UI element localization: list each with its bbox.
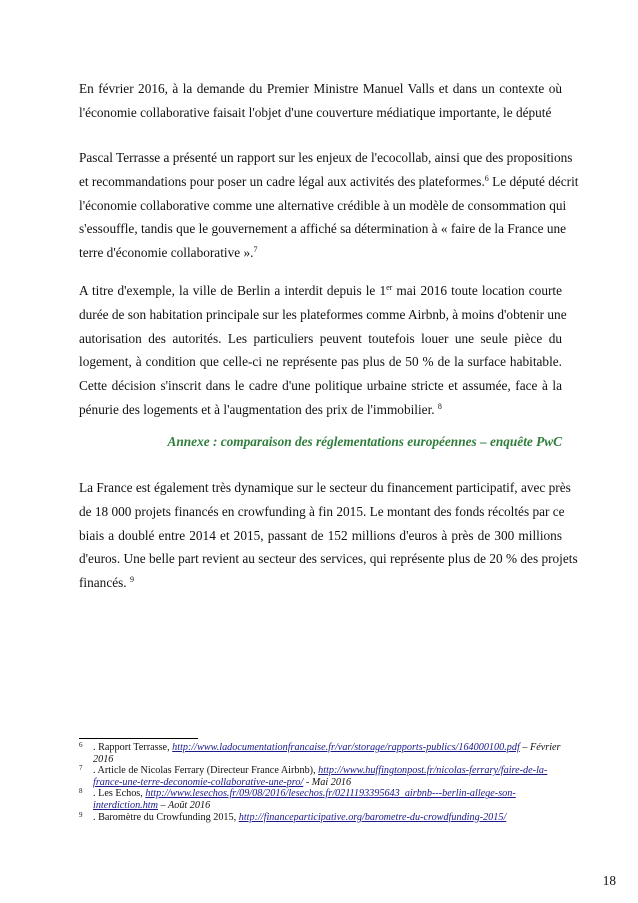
paragraph-line: Pascal Terrasse a présenté un rapport sur les enjeux de l'ecocollab, ainsi que des propositions	[79, 150, 573, 165]
footnote-link[interactable]: http://www.ladocumentationfrancaise.fr/var/storage/rapports-publics/164000100.pdf	[172, 742, 520, 753]
text-span: mai 2016 toute location courte	[392, 283, 562, 298]
paragraph-line: biais a doublé entre 2014 et 2015, passant de 152 millions d'euros à près de 300 millions	[79, 527, 562, 543]
footnote-suffix: – Février 2016	[93, 742, 561, 765]
footnote-prefix: . Rapport Terrasse,	[93, 742, 173, 753]
footnote-number: 9	[79, 810, 83, 819]
paragraph-line	[79, 170, 579, 194]
footnote-suffix: – Août 2016	[158, 799, 211, 811]
paragraph-line	[79, 571, 562, 595]
footnote-link[interactable]: http://www.huffingtonpost.fr/nicolas-ferrary/faire-de-la-france-une-terre-deconomie-collaborative-une-pro/	[93, 765, 548, 788]
paragraph-line: Cette décision s'inscrit dans le cadre d'une politique urbaine stricte et assumée, face à la	[79, 378, 562, 394]
text-span: pénurie des logements et à l'augmentation des prix de l'immobilier.	[79, 401, 438, 417]
footnote-separator	[79, 738, 198, 739]
paragraph-line: de 18 000 projets financés en crowfunding à fin 2015. Le montant des fonds récoltés par ce	[79, 503, 565, 519]
paragraph-line: durée de son habitation principale sur les plateformes comme Airbnb, à moins d'obtenir une	[79, 306, 567, 322]
footnote-ref-9[interactable]: 9	[129, 575, 134, 585]
footnote-ref-6[interactable]: 6	[484, 173, 489, 183]
text-span: financés.	[79, 575, 130, 591]
text-span: Le député décrit	[488, 173, 579, 189]
footnote-8	[79, 788, 562, 811]
text-span: et recommandations pour poser un cadre légal aux activités des plateformes.	[79, 173, 485, 189]
ordinal-superscript: er	[386, 283, 393, 292]
paragraph-line: logement, à condition que celle-ci ne représente pas plus de 50 % de la surface habitable.	[79, 354, 562, 370]
footnote-7	[79, 765, 562, 788]
footnote-number: 7	[79, 764, 83, 773]
footnote-prefix: . Article de Nicolas Ferrary (Directeur France Airbnb),	[93, 765, 319, 777]
annex-caption: Annexe : comparaison des réglementations européennes – enquête PwC	[167, 434, 562, 449]
paragraph-line: s'essouffle, tandis que le gouvernement a affiché sa détermination à « faire de la France une	[79, 221, 567, 237]
paragraph-line: l'économie collaborative faisait l'objet d'une couverture médiatique importante, le député	[79, 104, 552, 120]
paragraph-line: La France est également très dynamique sur le secteur du financement participatif, avec près	[79, 480, 571, 495]
paragraph-line: En février 2016, à la demande du Premier Ministre Manuel Valls et dans un contexte où	[79, 81, 562, 96]
paragraph-line: autorisation des autorités. Les particuliers peuvent toutefois louer une seule pièce du	[79, 330, 562, 346]
footnotes	[79, 742, 562, 823]
footnote-prefix: . Baromètre du Crowfunding 2015,	[93, 811, 239, 823]
footnote-number: 6	[79, 741, 83, 749]
paragraph-line	[79, 241, 562, 265]
footnote-link[interactable]: http://financeparticipative.org/barometre-du-crowdfunding-2015/	[238, 811, 507, 823]
paragraph-2	[79, 146, 579, 265]
paragraph-4	[79, 476, 578, 595]
footnote-prefix: . Les Echos,	[93, 788, 146, 800]
paragraph-line: d'euros. Une belle part revient au secteur des services, qui représente plus de 20 % des projets	[79, 551, 578, 567]
footnote-number: 8	[79, 787, 83, 796]
paragraph-line	[79, 398, 562, 422]
footnote-ref-8[interactable]: 8	[437, 401, 442, 411]
footnote-9	[79, 812, 562, 824]
text-span: A titre d'exemple, la ville de Berlin a interdit depuis le 1	[79, 283, 387, 298]
paragraph-3	[79, 279, 567, 422]
footnote-6	[79, 742, 562, 765]
paragraph-line: l'économie collaborative comme une alternative crédible à un modèle de consommation qui	[79, 197, 567, 213]
text-span: terre d'économie collaborative ».	[79, 245, 254, 261]
footnote-suffix: - Mai 2016	[303, 776, 352, 788]
paragraph-1	[79, 77, 562, 125]
paragraph-line	[79, 279, 562, 303]
footnote-link[interactable]: http://www.lesechos.fr/09/08/2016/lesechos.fr/0211193395643_airbnb---berlin-allege-son-interdiction.htm	[93, 788, 516, 811]
page-number: 18	[602, 873, 616, 888]
footnote-ref-7[interactable]: 7	[253, 245, 258, 255]
